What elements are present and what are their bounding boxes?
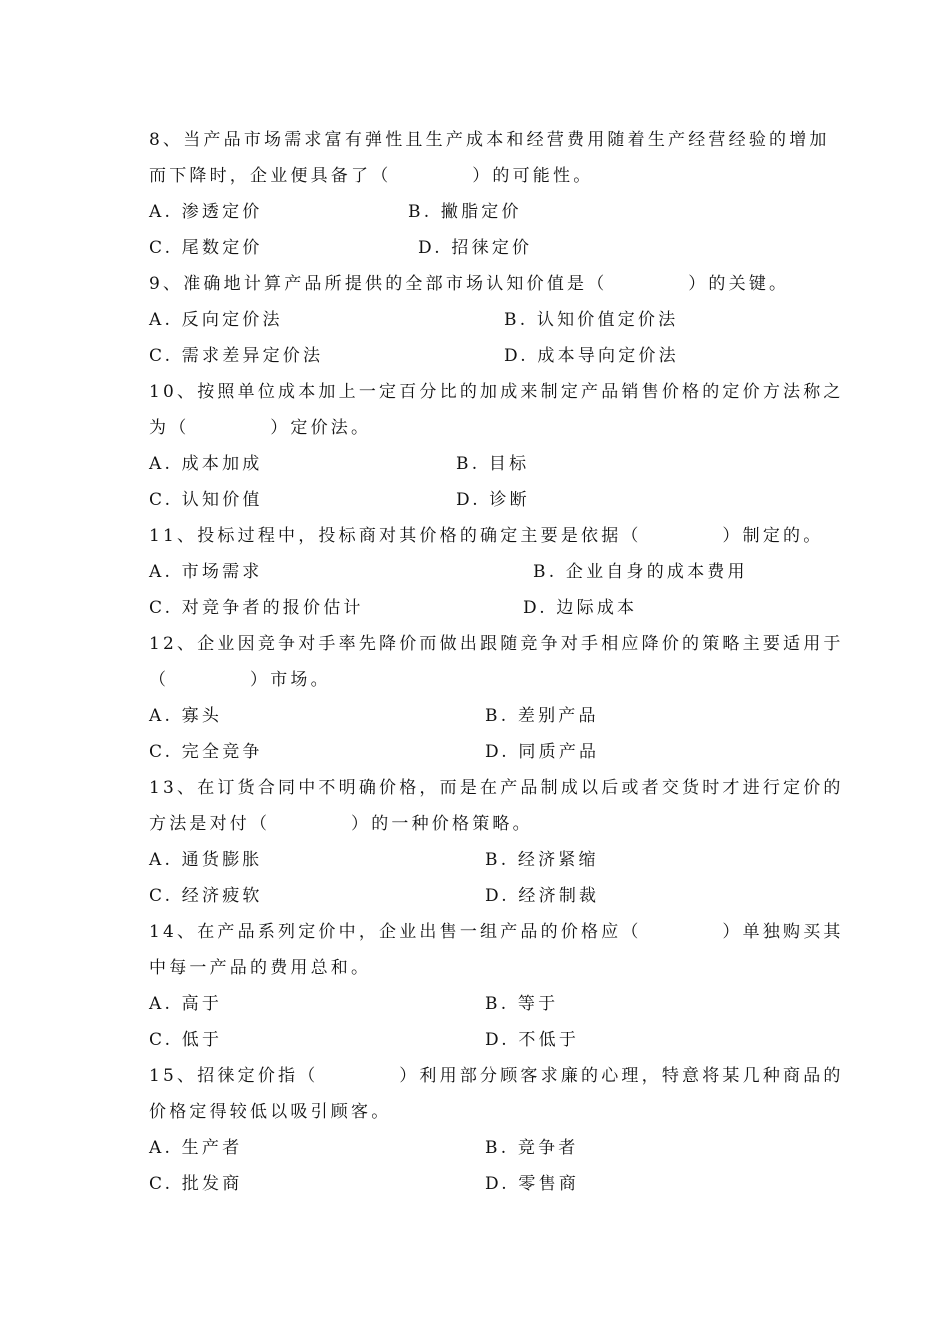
option-15-d: D. 零售商 <box>485 1174 580 1194</box>
option-13-b: B. 经济紧缩 <box>485 850 599 870</box>
option-12-d: D. 同质产品 <box>485 742 600 762</box>
question-12-line-2: （ ）市场。 <box>149 670 331 690</box>
option-9-a: A. 反向定价法 <box>149 310 283 330</box>
option-13-d: D. 经济制裁 <box>485 886 600 906</box>
option-8-b: B. 撇脂定价 <box>408 202 522 222</box>
question-8-line-1: 8、当产品市场需求富有弹性且生产成本和经营费用随着生产经营经验的增加 <box>149 130 830 150</box>
question-11-line-1: 11、投标过程中，投标商对其价格的确定主要是依据（ ）制定的。 <box>149 526 824 546</box>
option-15-b: B. 竞争者 <box>485 1138 579 1158</box>
option-8-c: C. 尾数定价 <box>149 238 263 258</box>
option-9-c: C. 需求差异定价法 <box>149 346 324 366</box>
question-9-line-1: 9、准确地计算产品所提供的全部市场认知价值是（ ）的关键。 <box>149 274 790 294</box>
option-9-d: D. 成本导向定价法 <box>504 346 679 366</box>
option-9-b: B. 认知价值定价法 <box>504 310 679 330</box>
question-14-line-2: 中每一产品的费用总和。 <box>149 958 372 978</box>
option-10-a: A. 成本加成 <box>149 454 263 474</box>
question-10-line-1: 10、按照单位成本加上一定百分比的加成来制定产品销售价格的定价方法称之 <box>149 382 844 402</box>
question-13-line-2: 方法是对付（ ）的一种价格策略。 <box>149 814 533 834</box>
option-11-c: C. 对竞争者的报价估计 <box>149 598 364 618</box>
option-12-c: C. 完全竞争 <box>149 742 263 762</box>
question-15-line-2: 价格定得较低以吸引顾客。 <box>149 1102 392 1122</box>
option-11-b: B. 企业自身的成本费用 <box>533 562 748 582</box>
question-14-line-1: 14、在产品系列定价中，企业出售一组产品的价格应（ ）单独购买其 <box>149 922 844 942</box>
option-10-c: C. 认知价值 <box>149 490 263 510</box>
question-8-line-2: 而下降时，企业便具备了（ ）的可能性。 <box>149 166 594 186</box>
option-14-a: A. 高于 <box>149 994 223 1014</box>
option-14-d: D. 不低于 <box>485 1030 580 1050</box>
option-14-c: C. 低于 <box>149 1030 223 1050</box>
option-13-c: C. 经济疲软 <box>149 886 263 906</box>
option-10-b: B. 目标 <box>456 454 530 474</box>
question-12-line-1: 12、企业因竞争对手率先降价而做出跟随竞争对手相应降价的策略主要适用于 <box>149 634 844 654</box>
option-8-d: D. 招徕定价 <box>418 238 533 258</box>
option-15-c: C. 批发商 <box>149 1174 243 1194</box>
option-12-a: A. 寡头 <box>149 706 223 726</box>
option-12-b: B. 差别产品 <box>485 706 599 726</box>
question-15-line-1: 15、招徕定价指（ ）利用部分顾客求廉的心理，特意将某几种商品的 <box>149 1066 844 1086</box>
option-11-a: A. 市场需求 <box>149 562 263 582</box>
option-8-a: A. 渗透定价 <box>149 202 263 222</box>
option-13-a: A. 通货膨胀 <box>149 850 263 870</box>
option-15-a: A. 生产者 <box>149 1138 243 1158</box>
question-13-line-1: 13、在订货合同中不明确价格，而是在产品制成以后或者交货时才进行定价的 <box>149 778 844 798</box>
option-11-d: D. 边际成本 <box>523 598 638 618</box>
option-10-d: D. 诊断 <box>456 490 530 510</box>
question-10-line-2: 为（ ）定价法。 <box>149 418 372 438</box>
option-14-b: B. 等于 <box>485 994 559 1014</box>
